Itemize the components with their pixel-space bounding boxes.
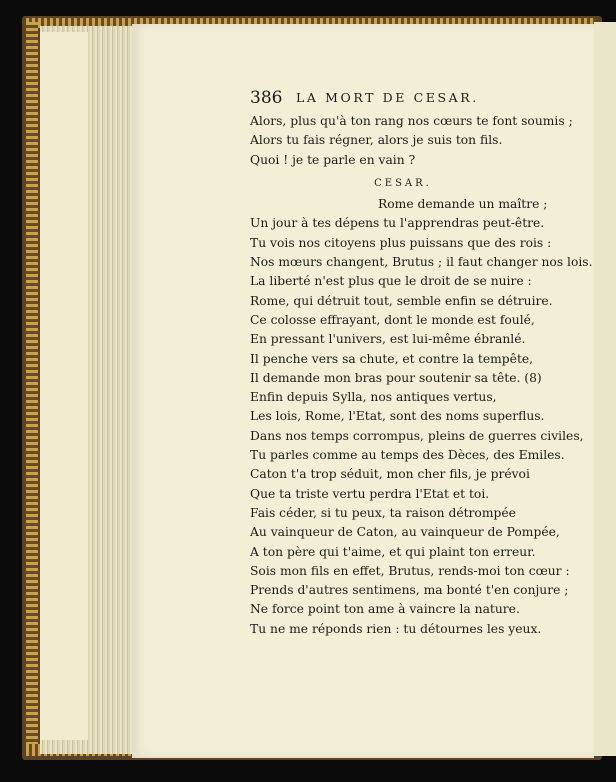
verse-line: A ton père qui t'aime, et qui plaint ton erreur.	[250, 544, 536, 559]
verse-line: Tu ne me réponds rien : tu détournes les yeux.	[250, 621, 542, 636]
verse-text	[250, 112, 593, 639]
verse-line: Un jour à tes dépens tu l'apprendras peut-être.	[250, 216, 545, 231]
running-title: LA MORT DE CESAR.	[296, 90, 479, 105]
verse-line: Tu vois nos citoyens plus puissans que des rois :	[250, 235, 552, 250]
verse-line: Rome demande un maître ;	[378, 197, 548, 212]
verse-line: Il demande mon bras pour soutenir sa tête. (8)	[250, 370, 542, 385]
verse-line: Quoi ! je te parle en vain ?	[250, 152, 416, 167]
verses-before	[250, 112, 573, 170]
verses-after	[250, 214, 593, 639]
verse-line: Que ta triste vertu perdra l'Etat et toi.	[250, 486, 490, 501]
verse-line: Sois mon fils en effet, Brutus, rends-moi ton cœur :	[250, 563, 570, 578]
verse-line: Rome, qui détruit tout, semble enfin se détruire.	[250, 293, 553, 308]
verse-line: Au vainqueur de Caton, au vainqueur de Pompée,	[250, 525, 560, 540]
verse-line: Nos mœurs changent, Brutus ; il faut changer nos lois.	[250, 255, 593, 270]
page-header	[250, 88, 480, 110]
verse-line: Ne force point ton ame à vaincre la nature.	[250, 602, 520, 617]
verse-line: Il penche vers sa chute, et contre la tempête,	[250, 351, 534, 366]
page-stack-front	[40, 32, 88, 740]
verse-line: Fais céder, si tu peux, ta raison détrompée	[250, 505, 516, 520]
verse-line: Prends d'autres sentimens, ma bonté t'en conjure ;	[250, 583, 569, 598]
speaker-name: CESAR.	[374, 177, 432, 189]
verse-line: Tu parles comme au temps des Dèces, des Emiles.	[250, 448, 565, 463]
verse-line: Alors, plus qu'à ton rang nos cœurs te font soumis ;	[250, 114, 573, 128]
verse-line: En pressant l'univers, est lui-même ébranlé.	[250, 332, 526, 347]
verse-line: Caton t'a trop séduit, mon cher fils, je prévoi	[250, 467, 530, 482]
facing-page-edge	[594, 22, 616, 756]
verse-line: Ce colosse effrayant, dont le monde est foulé,	[250, 312, 535, 327]
verse-line: Enfin depuis Sylla, nos antiques vertus,	[250, 390, 497, 405]
verse-line: Dans nos temps corrompus, pleins de guerres civiles,	[250, 428, 584, 443]
verse-line: La liberté n'est plus que le droit de se nuire :	[250, 274, 532, 289]
verse-line: Les lois, Rome, l'Etat, sont des noms superflus.	[250, 409, 545, 424]
page-number: 386	[250, 88, 283, 108]
gilt-edge-left	[26, 22, 38, 752]
verse-line: Alors tu fais régner, alors je suis ton fils.	[250, 133, 503, 148]
